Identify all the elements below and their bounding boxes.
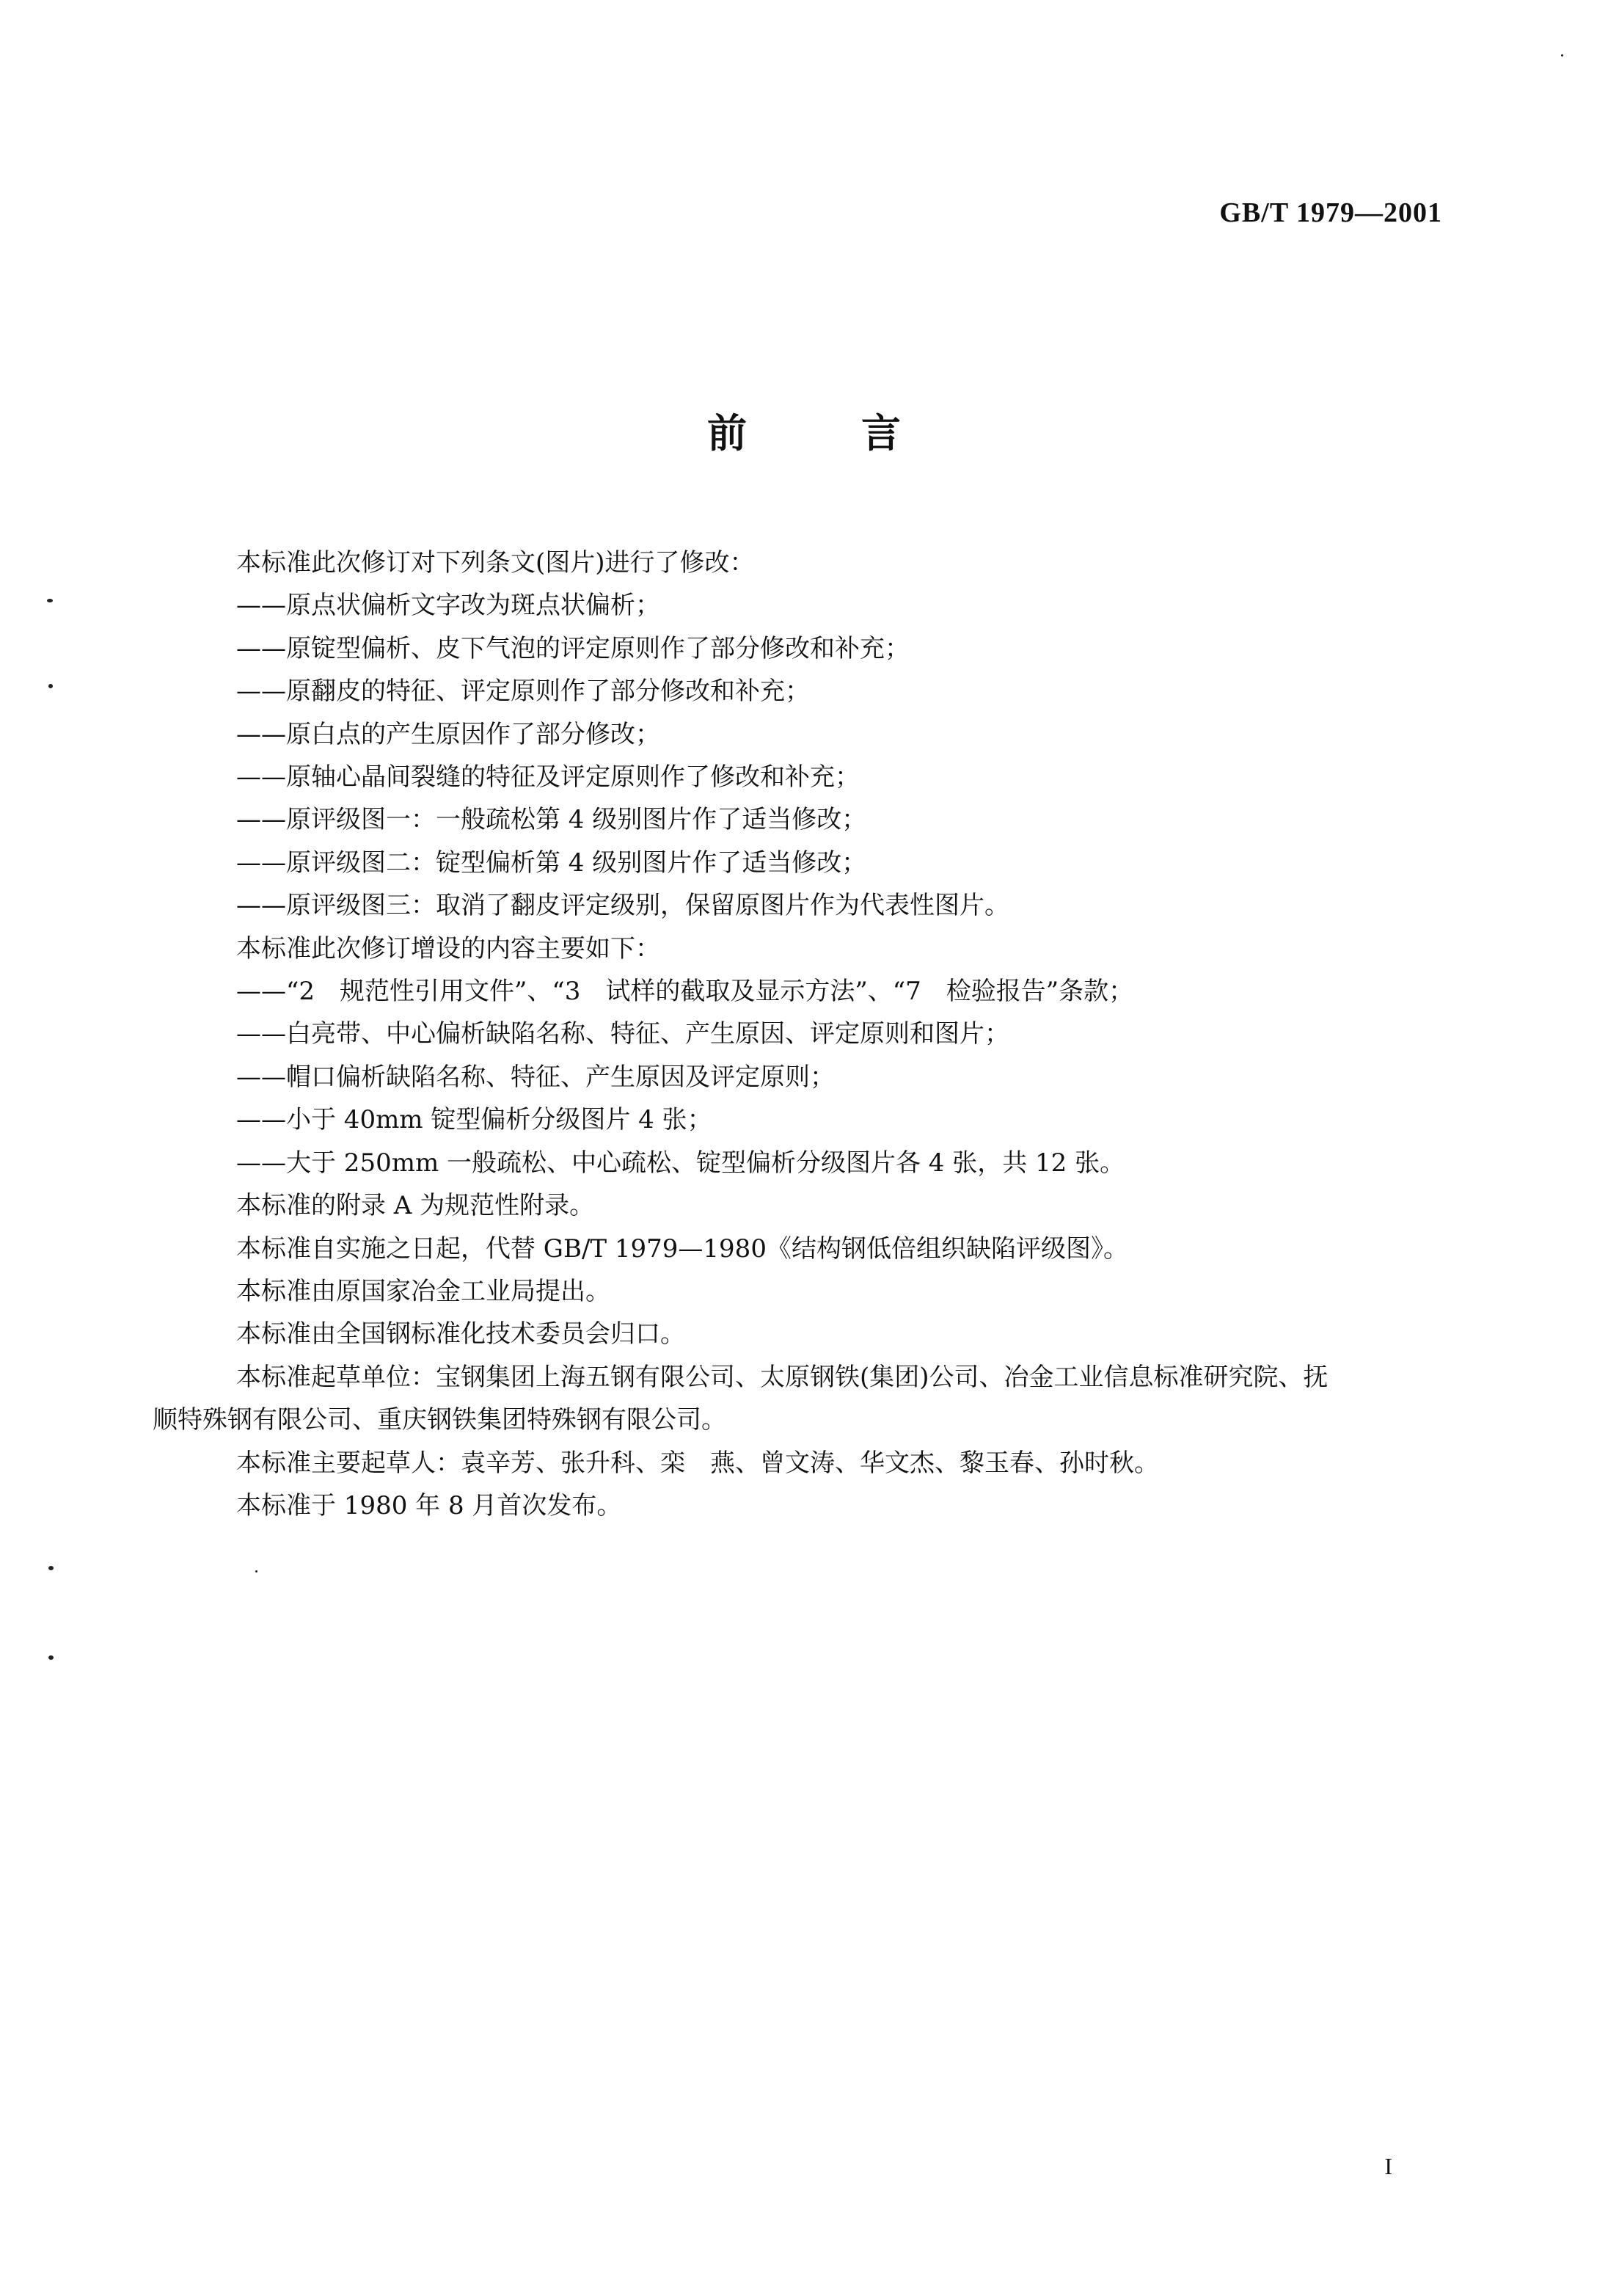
- paragraph-first-issue: 本标准于 1980 年 8 月首次发布。: [236, 1490, 622, 1520]
- scan-speck: [48, 1566, 54, 1570]
- title-char-1: 前: [707, 410, 747, 456]
- scan-speck: [48, 1655, 54, 1660]
- paragraph-drafting-units: [153, 1356, 1454, 1442]
- title-char-2: 言: [861, 410, 901, 456]
- list-item: ——“2 规范性引用文件”、“3 试样的截取及显示方法”、“7 检验报告”条款；: [236, 977, 1134, 1007]
- paragraph-additions-intro: 本标准此次修订增设的内容主要如下：: [236, 933, 660, 963]
- paragraph-managed-by: 本标准由全国钢标准化技术委员会归口。: [236, 1319, 685, 1349]
- list-item: ——白亮带、中心偏析缺陷名称、特征、产生原因、评定原则和图片；: [236, 1019, 1009, 1049]
- scan-speck: [1561, 54, 1563, 57]
- scan-speck: [48, 684, 53, 688]
- scan-speck: [47, 599, 53, 602]
- list-item: ——小于 40mm 锭型偏析分级图片 4 张；: [236, 1105, 712, 1135]
- list-item: ——原点状偏析文字改为斑点状偏析；: [236, 591, 660, 621]
- paragraph-annex: 本标准的附录 A 为规范性附录。: [236, 1191, 595, 1221]
- list-item: ——帽口偏析缺陷名称、特征、产生原因及评定原则；: [236, 1062, 835, 1092]
- drafting-units-line-2: 顺特殊钢有限公司、重庆钢铁集团特殊钢有限公司。: [153, 1405, 726, 1435]
- list-item: ——原评级图一：一般疏松第 4 级别图片作了适当修改；: [236, 805, 867, 835]
- list-item: ——原白点的产生原因作了部分修改；: [236, 719, 660, 749]
- scan-speck: [255, 1570, 257, 1572]
- list-item: ——原翻皮的特征、评定原则作了部分修改和补充；: [236, 677, 810, 707]
- list-item: ——原评级图二：锭型偏析第 4 级别图片作了适当修改；: [236, 848, 867, 878]
- page-number: I: [1384, 2153, 1392, 2179]
- list-item: ——原轴心晶间裂缝的特征及评定原则作了修改和补充；: [236, 762, 860, 792]
- drafting-units-line-1: 本标准起草单位：宝钢集团上海五钢有限公司、太原钢铁(集团)公司、冶金工业信息标准研究院、抚: [236, 1362, 1329, 1392]
- paragraph-revision-intro: 本标准此次修订对下列条文(图片)进行了修改：: [236, 548, 755, 577]
- foreword-body: [153, 542, 1454, 1527]
- paragraph-replaces: 本标准自实施之日起，代替 GB/T 1979—1980《结构钢低倍组织缺陷评级图》。: [236, 1233, 1128, 1264]
- paragraph-drafters: 本标准主要起草人：袁辛芳、张升科、栾 燕、曾文涛、华文杰、黎玉春、孙时秋。: [236, 1448, 1159, 1478]
- list-item: ——原评级图三：取消了翻皮评定级别，保留原图片作为代表性图片。: [236, 891, 1009, 921]
- list-item: ——原锭型偏析、皮下气泡的评定原则作了部分修改和补充；: [236, 633, 910, 663]
- list-item: ——大于 250mm 一般疏松、中心疏松、锭型偏析分级图片各 4 张，共 12 张。: [236, 1148, 1125, 1178]
- paragraph-proposed-by: 本标准由原国家冶金工业局提出。: [236, 1276, 610, 1306]
- standard-number: GB/T 1979—2001: [1219, 197, 1442, 228]
- page-title: [0, 402, 1608, 459]
